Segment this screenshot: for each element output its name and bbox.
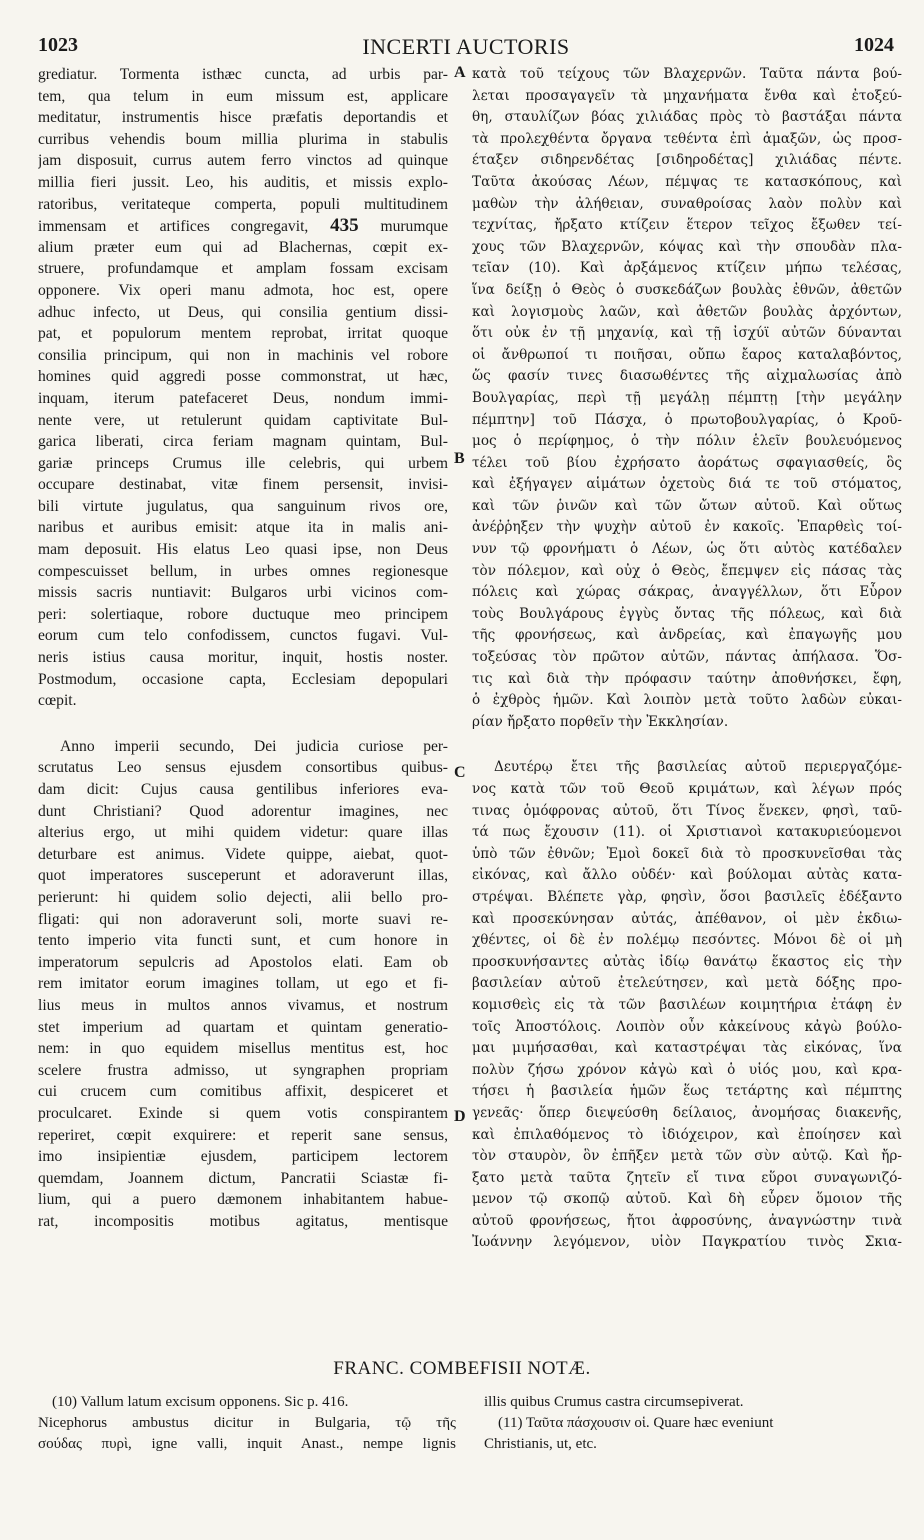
text-line: τέλει τοῦ βίου ἐχρήσατο ἀοράτως σφαγιασθείς, ὃς: [472, 454, 902, 471]
notes-left: [38, 1392, 456, 1455]
text-line: καὶ ἐπιλαθόμενος τὸ ἰδιόχειρον, καὶ ἐποίησεν καὶ: [472, 1126, 902, 1143]
text-line: struere, profundamque et amplam fossam excisam: [38, 260, 448, 278]
note-line: (11) Ταῦτα πάσχουσιν οἱ. Quare hæc eveniunt: [498, 1415, 774, 1431]
text-line: bili virtute jugulatus, qua sanguinum rivos ore,: [38, 497, 448, 515]
note-line: σούδας πυρὶ, igne valli, inquit Anast., nempe lignis: [38, 1436, 456, 1452]
text-line: εἰκόνας, καὶ ἄλλο οὐδέν· καὶ βούλομαι αὐτὰς κατα-: [472, 867, 902, 884]
text-line: τινας ὁμόφρονας αὐτοῦ, ὅτι Τίνος ἕνεκεν, φησὶ, ταῦ-: [472, 802, 902, 819]
text-line: scelere frustra admisso, ut syngraphen propriam: [38, 1061, 448, 1079]
text-line: νυν τῷ φρονήματι ὁ Λέων, ὡς ὅτι αὐτὸς κατέδαλεν: [472, 541, 902, 558]
text-line: meditatur, instrumentis hisce præfatis deportandis et: [38, 109, 448, 127]
text-line: οἱ ἄνθρωποί τι ποιῆσαι, οὔπω ἔαρος καταλαβόντος,: [472, 346, 902, 363]
text-line: θη, σταυλίζων βόας χιλιάδας πρὸς τὸ βαστάξαι πάντα: [472, 109, 902, 126]
text-line: tem, qua telum in eum missum est, applicare: [38, 87, 448, 105]
text-line: adhuc infecto, ut Deus, qui consilia gentium dissi-: [38, 303, 448, 321]
text-line: ὅτι οὐκ ἐν τῇ μηχανίᾳ, καὶ τῇ ἰσχύϊ αὐτῶν δύνανται: [472, 325, 902, 342]
page-number-right: 1024: [854, 34, 894, 56]
text-line: occupare destinabat, vitæ finem persensit, invisi-: [38, 476, 448, 494]
text-line: Ταῦτα ἀκούσας Λέων, πέμψας τε κατασκόπους, καὶ: [472, 173, 902, 190]
text-line: rat, incompositis motibus agitatus, mentisque: [38, 1212, 448, 1230]
column-number: 435: [308, 215, 381, 237]
text-line: προσκυνήσαντες αὐτὰς ἰδίῳ θανάτῳ ἕκαστος εἰς τὴν: [472, 953, 902, 970]
text-line: mam deposuit. His elatus Leo quasi ipse, non Deus: [38, 541, 448, 559]
line-segment: immensam et artifices congregavit,: [38, 218, 309, 236]
text-line: scrutatus Leo sensus ejusdem consortibus quibus-: [38, 759, 448, 777]
margin-letter-c: C: [454, 764, 466, 781]
text-line: τοῖς Ἀποστόλοις. Λοιπὸν οὖν κἀκείνους κἀγὼ βούλο-: [472, 1018, 902, 1035]
text-line: ratoribus, veritateque comperta, populi multitudinem: [38, 195, 448, 213]
text-line: fligati: qui non adoraverunt soli, morte suavi re-: [38, 910, 448, 928]
text-line: μαι μιμήσασθαι, καὶ καταστρέψαι τὰς εἰκόνας, ἵνα: [472, 1040, 902, 1057]
text-line: reperiret, cœpit exquirere: et reperit sane sensus,: [38, 1126, 448, 1144]
text-line: λεται προσαγαγεῖν τὰ μηχανήματα ἔνθα καὶ ἐτοξεύ-: [472, 87, 902, 104]
text-line: nem: in quo equidem misellus mentitus est, hoc: [38, 1040, 448, 1058]
text-line: stet imperium ad quartam et quintam generatio-: [38, 1018, 448, 1036]
text-line: χους τῶν Βλαχερνῶν, κόψας καὶ τὴν σπουδὰν πλα-: [472, 238, 902, 255]
text-line: tento imperio vita functi sunt, et cum honore in: [38, 932, 448, 950]
text-line: ὁ ἐχθρὸς ἡμῶν. Καὶ λοιπὸν μετὰ τοῦτο λαδὼν εὐκαι-: [472, 692, 902, 709]
text-line: deturbare est animus. Videte quippe, aiebat, quot-: [38, 845, 448, 863]
page-header: [38, 34, 894, 62]
text-line: garica liberati, circa feriam magnam quintam, Bul-: [38, 433, 448, 451]
text-line: τεχνίτας, ἤρξατο κτίζειν ἕτερον τεῖχος ἔξωθεν τεί-: [472, 217, 902, 234]
note-line: (10) Vallum latum excisum opponens. Sic p. 416.: [52, 1394, 349, 1410]
text-line: missis sacris nuntiavit: Bulgaros urbi vicinos com-: [38, 584, 448, 602]
margin-letter-a: A: [454, 64, 466, 81]
margin-letter-d: D: [454, 1108, 466, 1125]
greek-column: [472, 64, 902, 1254]
text-line: lium, qui a puero dæmonem inhabitantem habue-: [38, 1191, 448, 1209]
text-line: καὶ προσεκύνησαν αὐτάς, ἀπέθανον, οἱ μὲν ἐκδιω-: [472, 910, 902, 927]
text-line: ἵνα δείξῃ ὁ Θεὸς ὁ συσκεδάζων βουλὰς ἐθνῶν, ἀθετῶν: [472, 281, 902, 298]
notes-title: FRANC. COMBEFISII NOTÆ.: [333, 1358, 591, 1379]
text-line: dam dicit: Cujus causa gentilibus inferiores eva-: [38, 781, 448, 798]
text-line: τοξεύσας τὸν πρῶτον αὐτῶν, πάντας ἀπήλασα. Ὅσ-: [472, 649, 902, 666]
text-line: cœpit.: [38, 692, 77, 710]
text-line: τήσει ἡ βασιλεία ἡμῶν ἕως τετάρτης καὶ πέμπτης: [472, 1083, 902, 1100]
text-line: quemdam, Joannem dictum, Pancratii Sciastæ fi-: [38, 1169, 448, 1187]
text-line: Δευτέρῳ ἔτει τῆς βασιλείας αὐτοῦ περιεργαζόμε-: [494, 759, 902, 776]
text-line: peri: solertiaque, robore ductuque meo principem: [38, 605, 448, 623]
text-line: μαθὼν τὴν ἀλήθειαν, συναθροίσας λαὸν πολὺν καὶ: [472, 195, 902, 212]
text-line: χθέντες, οἱ δὲ ἐν πολέμῳ πεσόντες. Μόνοι δὲ οἱ μὴ: [472, 932, 902, 949]
text-line: ξατο μετὰ ταῦτα ζητεῖν εἴ τινα εὕροι συναγωνιζό-: [472, 1169, 902, 1186]
text-line: βασιλείαν αὐτοῦ ἐτελεύτησεν, καὶ μετὰ δόξης προ-: [472, 975, 902, 992]
text-line: alium præter eum qui ad Blachernas, cœpit ex-: [38, 238, 448, 256]
text-line: Ἰωάννην λεγόμενον, υἱὸν Παγκρατίου τινὸς Σκια-: [472, 1234, 902, 1251]
text-line: στρέψαι. Βλέπετε γὰρ, φησὶν, ὅσοι βασιλεῖς ἐδέξαντο: [472, 888, 902, 905]
text-line: naribus et auribus emisit: atque ita in malis ani-: [38, 519, 448, 537]
text-line: proculcaret. Exinde si quem votis conspirantem: [38, 1104, 448, 1122]
text-line: jam disposuit, currus autem ferro vinctos ad quinque: [38, 152, 448, 170]
margin-letter-b: B: [454, 450, 465, 467]
text-line: grediatur. Tormenta isthæc cuncta, ad urbis par-: [38, 66, 448, 83]
note-line: Christianis, ut, etc.: [484, 1436, 597, 1452]
text-line: compescuisset bellum, in urbes omnes regionesque: [38, 562, 448, 580]
text-line: τοὺς Βουλγάρους ἐγγὺς ὄντας τῆς πόλεως, καὶ διὰ: [472, 605, 902, 622]
text-line: τὸν σταυρὸν, ὃν ἐπῆξεν μετὰ τῶν σὺν αὐτῷ. Καὶ ἤρ-: [472, 1148, 902, 1165]
text-line: rem imitator eorum imagines tollam, ut ego et fi-: [38, 975, 448, 993]
paragraph-gap: [38, 712, 448, 736]
text-line: quot imperatores susceperunt et adoraverunt illas,: [38, 867, 448, 885]
text-line: dunt Christiani? Quod adorentur imagines, nec: [38, 802, 448, 820]
text-line: έταξεν σιδηρενδέτας [σιδηροδέτας] χιλιάδας πέντε.: [472, 152, 902, 169]
text-line: καὶ ἐξήγαγεν αἱμάτων ὀχετοὺς διά τε τοῦ στόματος,: [472, 476, 902, 493]
text-line: inquam, iterum patefaceret Deus, nondum immi-: [38, 389, 448, 407]
text-line: eorum cum telo confodissem, cunctos fugavi. Vul-: [38, 627, 448, 645]
text-line: lius meus in multos annos vivamus, et nostrum: [38, 996, 448, 1014]
text-line: πόλεις καὶ χώρας σάκρας, ἀναγγέλλων, ὅτι Εὗρον: [472, 584, 902, 601]
text-line: τά πως ἔχουσιν (11). οἱ Χριστιανοὶ κατακυριεύομενοι: [472, 824, 902, 841]
text-line: τῆς φρονήσεως, καὶ ἀνδρείας, καὶ ἐπαγωγῆς μου: [472, 627, 902, 644]
text-line: alterius ergo, ut mihi quidem videtur: quare illas: [38, 824, 448, 842]
paragraph-gap: [472, 733, 902, 757]
text-line: Βουλγαρίας, περὶ τῇ μεγάλῃ πέμπτῃ [τὴν μεγάλην: [472, 389, 902, 406]
text-line: opponere. Vix operi manu admota, hoc est, opere: [38, 281, 448, 299]
latin-column: [38, 64, 448, 1232]
text-line: καὶ λογισμοὺς λαῶν, καὶ ἀθετῶν βουλὰς ἀρχόντων,: [472, 303, 902, 320]
text-line: Anno imperii secundo, Dei judicia curiose per-: [60, 737, 448, 755]
text-line: τὸν πόλεμον, καὶ οὐχ ὁ Θεὸς, ἔπεμψεν εἰς πάσας τὰς: [472, 562, 902, 579]
text-line: nente vere, ut retulerunt quidam captivitate Bul-: [38, 411, 448, 429]
text-line: neris istius causa moritur, inquit, hostis noster.: [38, 649, 448, 667]
text-line: τις καὶ διὰ τὴν πρόφασιν ταύτην ἀποθνήσκει, ἔφη,: [472, 670, 902, 687]
note-line: illis quibus Crumus castra circumsepiverat.: [484, 1394, 744, 1410]
text-line: νος κατὰ τῶν τοῦ Θεοῦ κριμάτων, καὶ λέγων πρός: [472, 781, 902, 797]
text-line: τεῖαν (10). Καὶ ἀρξάμενος κτίζειν μήπω τελέσας,: [472, 260, 902, 277]
note-line: Nicephorus ambustus dicitur in Bulgaria, τῷ τῆς: [38, 1415, 456, 1431]
text-line: perierunt: hi quidem solio dejecti, alii bello pro-: [38, 888, 448, 906]
text-line: gariæ princeps Crumus ille celebris, qui urbem: [38, 454, 448, 472]
text-line: πέμπτην] τοῦ Πάσχα, ὁ πρωτοβουλγαρίας, ὁ Κροῦ-: [472, 411, 902, 428]
text-line: κατὰ τοῦ τείχους τῶν Βλαχερνῶν. Ταῦτα πάντα βού-: [472, 66, 902, 82]
text-line: αὐτοῦ φρονήσεως, ἤτοι ἀφροσύνης, ἀναγνώστην τινὰ: [472, 1212, 902, 1229]
text-line: imo insipientiæ ejusdem, participem lectorem: [38, 1148, 448, 1166]
text-line: ὑπὸ τῶν ἐθνῶν; Ἐμοὶ δοκεῖ διὰ τὸ προσκυνεῖσθαι τὰς: [472, 845, 902, 862]
text-line: γενεᾶς· ὅπερ διεψεύσθη δείλαιος, ἀνομήσας διακενῆς,: [472, 1104, 902, 1121]
text-line: μενον τῷ σκοπῷ αὐτοῦ. Καὶ δὴ εὗρεν ὅμοιον τῆς: [472, 1191, 902, 1208]
text-line: [38, 215, 448, 237]
text-line: imperatorum sepulcris ad Apostolos elati. Eam ob: [38, 953, 448, 971]
text-line: cui crucem cum comitibus affixit, despiceret et: [38, 1083, 448, 1101]
text-line: ὥς φασίν τινες διασωθέντες τῆς αἰχμαλωσίας ἀπὸ: [472, 368, 902, 385]
text-line: ἀνέῤῥηξεν τὴν ψυχὴν αὐτοῦ ἐν κακοῖς. Ἐπαρθεὶς τοί-: [472, 519, 902, 536]
text-line: millia fieri jussit. Leo, his auditis, et missis explo-: [38, 173, 448, 191]
text-line: καὶ τῶν ῥινῶν καὶ τῶν ὤτων αὐτοῦ. Καὶ οὕτως: [472, 497, 902, 514]
text-line: κομισθεὶς εἰς τὰ τῶν βασιλέων κοιμητήρια ἐτάφη ἐν: [472, 996, 902, 1013]
text-line: pat, et populorum mentem reprobat, irritat quoque: [38, 325, 448, 343]
text-line: consilia principum, qui non in machinis vel robore: [38, 346, 448, 364]
line-segment: murumque: [380, 218, 448, 236]
page-number-left: 1023: [38, 34, 78, 56]
text-line: μος ὁ περίφημος, ὁ τὴν πόλιν ἑλεῖν βουλευόμενος: [472, 433, 902, 450]
text-line: πολὺν ζήσω χρόνον κἀγὼ καὶ ὁ υἱός μου, καὶ κρα-: [472, 1061, 902, 1078]
text-line: curribus vehendis boum millia plurima in stabulis: [38, 130, 448, 148]
notes-right: [484, 1392, 904, 1455]
text-line: τὰ προλεχθέντα ὄργανα τεθέντα ἐπὶ ἁμαξῶν, ὡς προσ-: [472, 130, 902, 147]
running-title: INCERTI AUCTORIS: [362, 34, 570, 59]
text-line: Postmodum, occasione capta, Ecclesiam depopulari: [38, 670, 448, 688]
text-line: ρίαν ἤρξατο πορθεῖν τὴν Ἐκκλησίαν.: [472, 713, 729, 730]
text-line: homines quid aggredi posse commonstrat, ut hæc,: [38, 368, 448, 386]
